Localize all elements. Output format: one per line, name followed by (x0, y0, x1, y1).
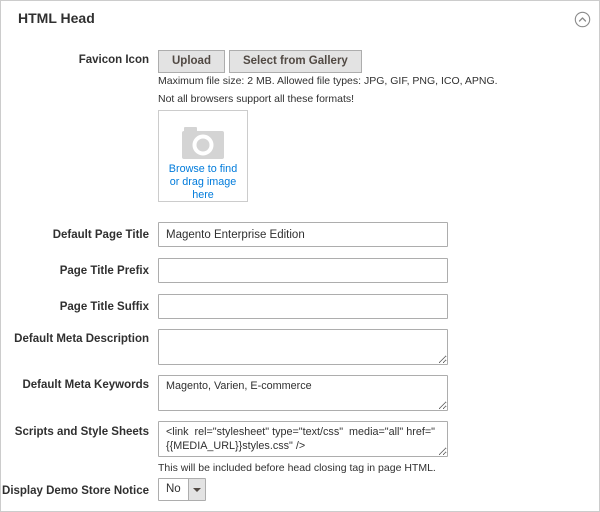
favicon-buttons (158, 50, 362, 73)
scripts-style-sheets-textarea[interactable] (158, 421, 448, 457)
page-title-suffix-label: Page Title Suffix (59, 301, 149, 313)
panel-title: HTML Head (18, 10, 95, 26)
upload-button[interactable]: Upload (158, 50, 225, 73)
favicon-filesize-note: Maximum file size: 2 MB. Allowed file types: JPG, GIF, PNG, ICO, APNG. (158, 75, 498, 87)
default-meta-keywords-textarea[interactable] (158, 375, 448, 411)
select-selected-value: No (166, 483, 181, 495)
scripts-style-sheets-note: This will be included before head closing tag in page HTML. (158, 462, 436, 474)
favicon-icon-label: Favicon Icon (78, 54, 149, 66)
default-meta-description-textarea[interactable] (158, 329, 448, 365)
chevron-up-circle-icon (574, 16, 591, 31)
caret-down-icon (193, 488, 201, 492)
select-arrow-box[interactable] (188, 479, 205, 500)
default-page-title-input[interactable] (158, 222, 448, 247)
display-demo-store-notice-select[interactable] (158, 478, 206, 501)
page-title-prefix-input[interactable] (158, 258, 448, 283)
display-demo-store-notice-label: Display Demo Store Notice (2, 485, 149, 497)
default-meta-keywords-label: Default Meta Keywords (22, 379, 149, 391)
favicon-browsers-note: Not all browsers support all these formats! (158, 93, 355, 105)
dropzone-link-text[interactable]: Browse to find or drag image here (168, 163, 238, 201)
favicon-dropzone[interactable] (158, 110, 248, 202)
page-title-prefix-label: Page Title Prefix (59, 265, 149, 277)
default-meta-description-label: Default Meta Description (14, 333, 149, 345)
scripts-style-sheets-label: Scripts and Style Sheets (14, 426, 149, 438)
select-from-gallery-button[interactable]: Select from Gallery (229, 50, 362, 73)
camera-icon (159, 124, 247, 160)
default-page-title-label: Default Page Title (52, 229, 149, 241)
collapse-section-button[interactable] (574, 11, 591, 28)
page-title-suffix-input[interactable] (158, 294, 448, 319)
